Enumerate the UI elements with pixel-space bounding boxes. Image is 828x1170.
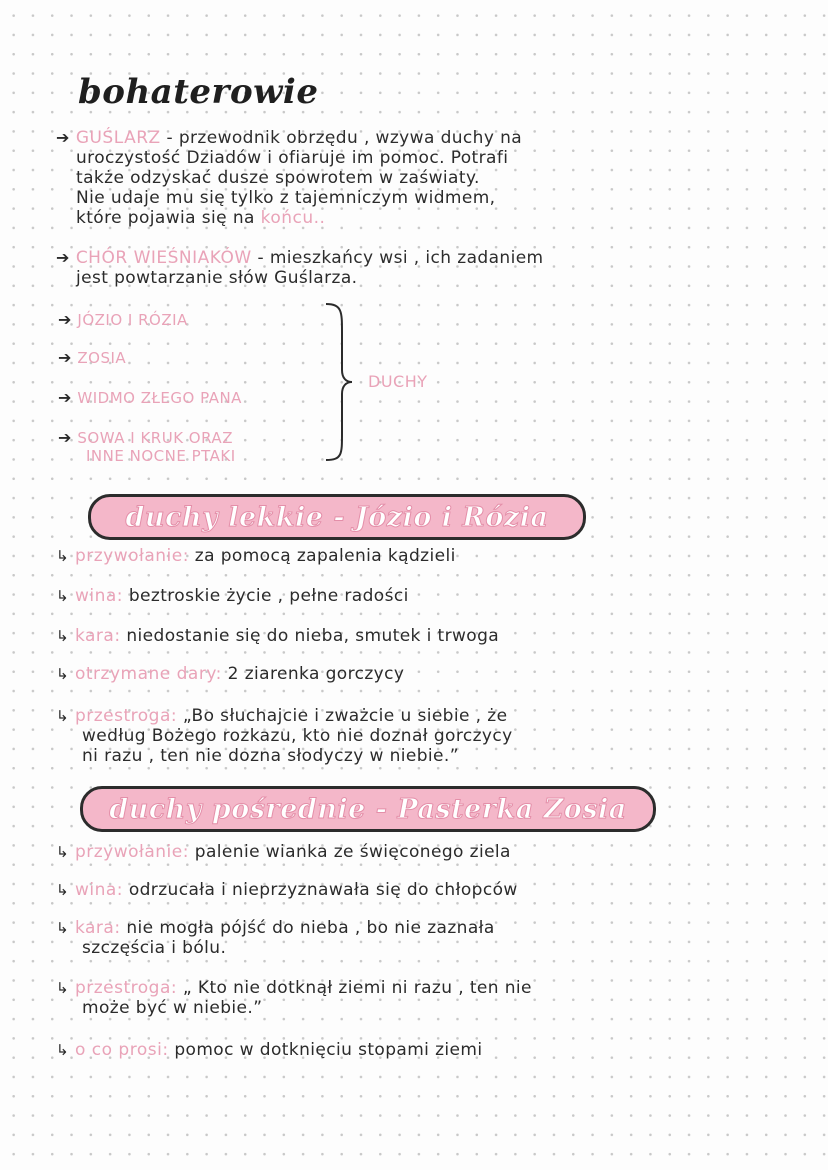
hook-arrow-icon: ↳	[56, 843, 69, 861]
list-item: ↳ wina: beztroskie życie , pełne radości	[56, 586, 409, 606]
hook-arrow-icon: ↳	[56, 881, 69, 899]
list-item: ➔ JÓZIO I RÓZIA	[58, 310, 188, 329]
character-name: CHÓR WIEŚNIAKÓW	[75, 248, 252, 268]
arrow-icon: ➔	[56, 128, 70, 147]
pink-tail: końcu..	[260, 208, 326, 228]
arrow-icon: ➔	[58, 348, 72, 367]
group-label: DUCHY	[368, 372, 428, 391]
list-item: ↳ kara: niedostanie się do nieba, smutek i trwoga	[56, 626, 500, 646]
character-chor: ➔ CHÓR WIEŚNIAKÓW - mieszkańcy wsi , ich zadaniem jest powtarzanie słów Guślarza.	[56, 248, 544, 288]
hook-arrow-icon: ↳	[56, 1041, 69, 1059]
arrow-icon: ➔	[58, 428, 72, 447]
arrow-icon: ➔	[58, 310, 72, 329]
list-item: ↳ przywołanie: palenie wianka ze święconego ziela	[56, 842, 511, 862]
list-item: ↳ przestroga: „Bo słuchajcie i zważcie u siebie , że według Bożego rozkazu, kto nie doznał gorczycy ni razu , ten nie dozna słodyczy w niebie.”	[56, 706, 513, 766]
section-banner: duchy lekkie - Józio i Rózia	[88, 494, 586, 540]
list-item: ➔ SOWA I KRUK ORAZ	[58, 428, 233, 447]
list-item: INNE NOCNE PTAKI	[86, 447, 236, 465]
list-item: ↳ wina: odrzucała i nieprzyznawała się do chłopców	[56, 880, 518, 900]
hook-arrow-icon: ↳	[56, 919, 69, 937]
hook-arrow-icon: ↳	[56, 707, 69, 725]
hook-arrow-icon: ↳	[56, 587, 69, 605]
arrow-icon: ➔	[56, 248, 70, 267]
character-guslarz: ➔ GUŚLARZ - przewodnik obrzędu , wzywa duchy na uroczystość Dziadów i ofiaruje im pomoc. Potrafi także odzyskać dusze spowrotem w zaświaty. Nie udaje mu się tylko z tajemniczym widmem, które pojawia się na końcu..	[56, 128, 523, 228]
hook-arrow-icon: ↳	[56, 665, 69, 683]
list-item: ↳ przywołanie: za pomocą zapalenia kądzieli	[56, 546, 456, 566]
hook-arrow-icon: ↳	[56, 627, 69, 645]
section-banner: duchy pośrednie - Pasterka Zosia	[80, 786, 656, 832]
list-item: ↳ o co prosi: pomoc w dotknięciu stopami ziemi	[56, 1040, 483, 1060]
character-name: GUŚLARZ	[75, 128, 161, 148]
hook-arrow-icon: ↳	[56, 979, 69, 997]
list-item: ↳ otrzymane dary: 2 ziarenka gorczycy	[56, 664, 405, 684]
hook-arrow-icon: ↳	[56, 547, 69, 565]
list-item: ➔ ZOSIA	[58, 348, 127, 367]
arrow-icon: ➔	[58, 388, 72, 407]
list-item: ↳ kara: nie mogła pójść do nieba , bo nie zaznała szczęścia i bólu.	[56, 918, 495, 958]
page-title: bohaterowie	[78, 72, 319, 112]
curly-brace-icon	[320, 302, 354, 462]
list-item: ➔ WIDMO ZŁEGO PANA	[58, 388, 242, 407]
list-item: ↳ przestroga: „ Kto nie dotknął ziemi ni razu , ten nie może być w niebie.”	[56, 978, 532, 1018]
